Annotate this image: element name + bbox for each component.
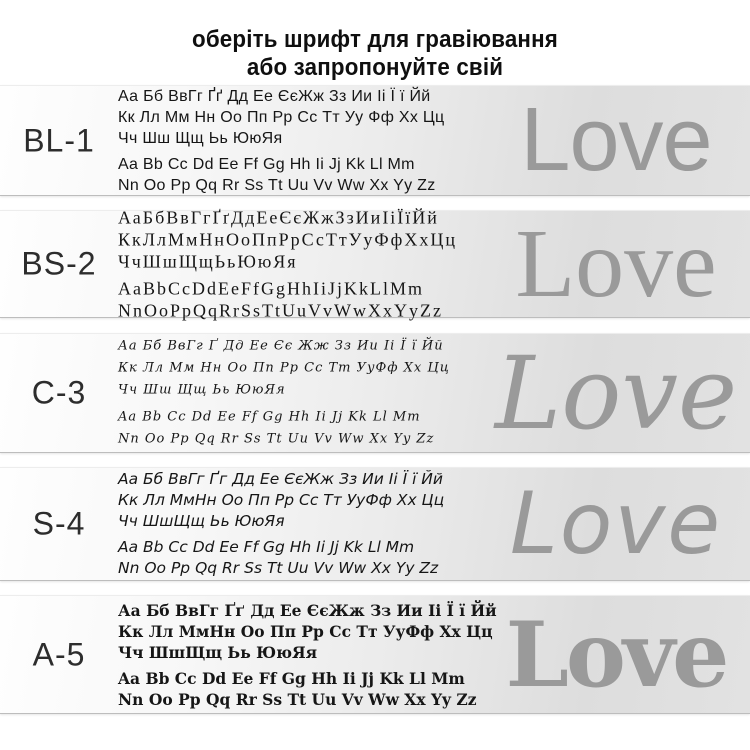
font-code-label: C-3 (31, 374, 87, 411)
alphabet-line: NnOoPpQqRrSsTtUuVvWwXxYyZz (118, 300, 443, 321)
alphabet-line: Aa Bb Cc Dd Ee Ff Gg Hh Ii Jj Kk Ll Mm (118, 668, 465, 688)
alphabet-line: Аа Бб ВвГг Ґґ Дд Ее ЄєЖж Зз Ии Іі Ї ї Йй (118, 600, 497, 620)
alphabet-line: Чч Шш Щщ Ьь ЮюЯя (118, 129, 283, 147)
font-row-a-5[interactable] (0, 595, 750, 714)
alphabet-line: АаБбВвГгҐґДдЕеЄєЖжЗзИиІіЇїЙй (118, 207, 439, 228)
alphabet-specimen (118, 469, 444, 579)
alphabet-specimen (118, 207, 457, 322)
alphabet-line: КкЛлМмНнОоПпРрСсТтУуФфХхЦц (118, 229, 457, 250)
alphabet-line: Nn Oo Pp Qq Rr Ss Tt Uu Vv Ww Xx Yy Zz (118, 431, 435, 447)
alphabet-line: Чч ШшЩщ Ьь ЮюЯя (118, 642, 318, 662)
font-row-c-3[interactable] (0, 333, 750, 453)
love-sample-c-3: Love (494, 334, 738, 452)
alphabet-specimen (118, 336, 450, 451)
alphabet-line: Aa Bb Cc Dd Ee Ff Gg Hh Ii Jj Kk Ll Mm (118, 155, 415, 173)
font-code-label: BS-2 (21, 245, 97, 282)
font-row-s-4[interactable] (0, 467, 750, 581)
alphabet-line: ЧчШшЩщЬьЮюЯя (118, 251, 298, 272)
alphabet-line: Аа Бб ВвГг Ґ Дд Ее Єє Жж Зз Ии Іі Ї ї Йй (118, 338, 444, 354)
font-code-label: S-4 (32, 505, 86, 542)
love-sample-bs-2: Love (515, 210, 717, 318)
font-code-label: A-5 (32, 636, 86, 672)
alphabet-line: Кк Лл Мм Нн Оо Пп Рр Сс Тт УуФф Хх Цц (118, 360, 450, 376)
alphabet-line: Nn Oo Pp Qq Rr Ss Tt Uu Vv Ww Xx Yy Zz (118, 559, 439, 577)
love-sample-a-5: Love (505, 601, 727, 708)
alphabet-specimen (118, 600, 497, 710)
font-row-bs-2[interactable] (0, 207, 750, 321)
alphabet-line: Кк Лл МмНн Оо Пп Рр Сс Тт УуФф Хх Цц (118, 621, 493, 641)
font-code-label: BL-1 (23, 122, 95, 158)
alphabet-line: Аа Бб ВвГг Ґг Дд Ее ЄєЖж Зз Ии Іі Ї ї Йй (118, 470, 443, 488)
page-title (26, 26, 724, 82)
font-row-bl-1[interactable] (0, 85, 750, 196)
alphabet-line: Кк Лл МмНн Оо Пп Рр Сс Тт УуФф Хх Цц (118, 491, 445, 509)
alphabet-line: Аа Бб ВвГг Ґґ Дд Ее ЄєЖж Зз Ии Іі Ї ї Йй (118, 87, 431, 105)
alphabet-line: Nn Oo Pp Qq Rr Ss Tt Uu Vv Ww Xx Yy Zz (118, 176, 436, 194)
alphabet-line: Кк Лл Мм Нн Оо Пп Рр Сс Тт Уу Фф Хх Цц (118, 108, 445, 126)
alphabet-line: Aa Bb Cc Dd Ee Ff Gg Hh Ii Jj Kk Ll Mm (118, 409, 421, 425)
love-sample-bl-1: Love (520, 90, 712, 190)
alphabet-line: Aa Bb Cc Dd Ee Ff Gg Hh Ii Jj Kk Ll Mm (118, 538, 415, 556)
alphabet-line: Чч Шш Щщ Ьь ЮюЯя (118, 382, 286, 398)
page-title-line-1: оберіть шрифт для гравіювання (192, 26, 558, 53)
love-sample-s-4: Love (509, 474, 723, 574)
page-title-line-2: або запропонуйте свій (246, 54, 504, 81)
alphabet-line: Чч ШшЩщ Ьь ЮюЯя (118, 512, 285, 530)
alphabet-line: AaBbCcDdEeFfGgHhIiJjKkLlMm (118, 278, 424, 299)
alphabet-specimen (118, 86, 445, 196)
alphabet-line: Nn Oo Pp Qq Rr Ss Tt Uu Vv Ww Xx Yy Zz (118, 689, 477, 709)
